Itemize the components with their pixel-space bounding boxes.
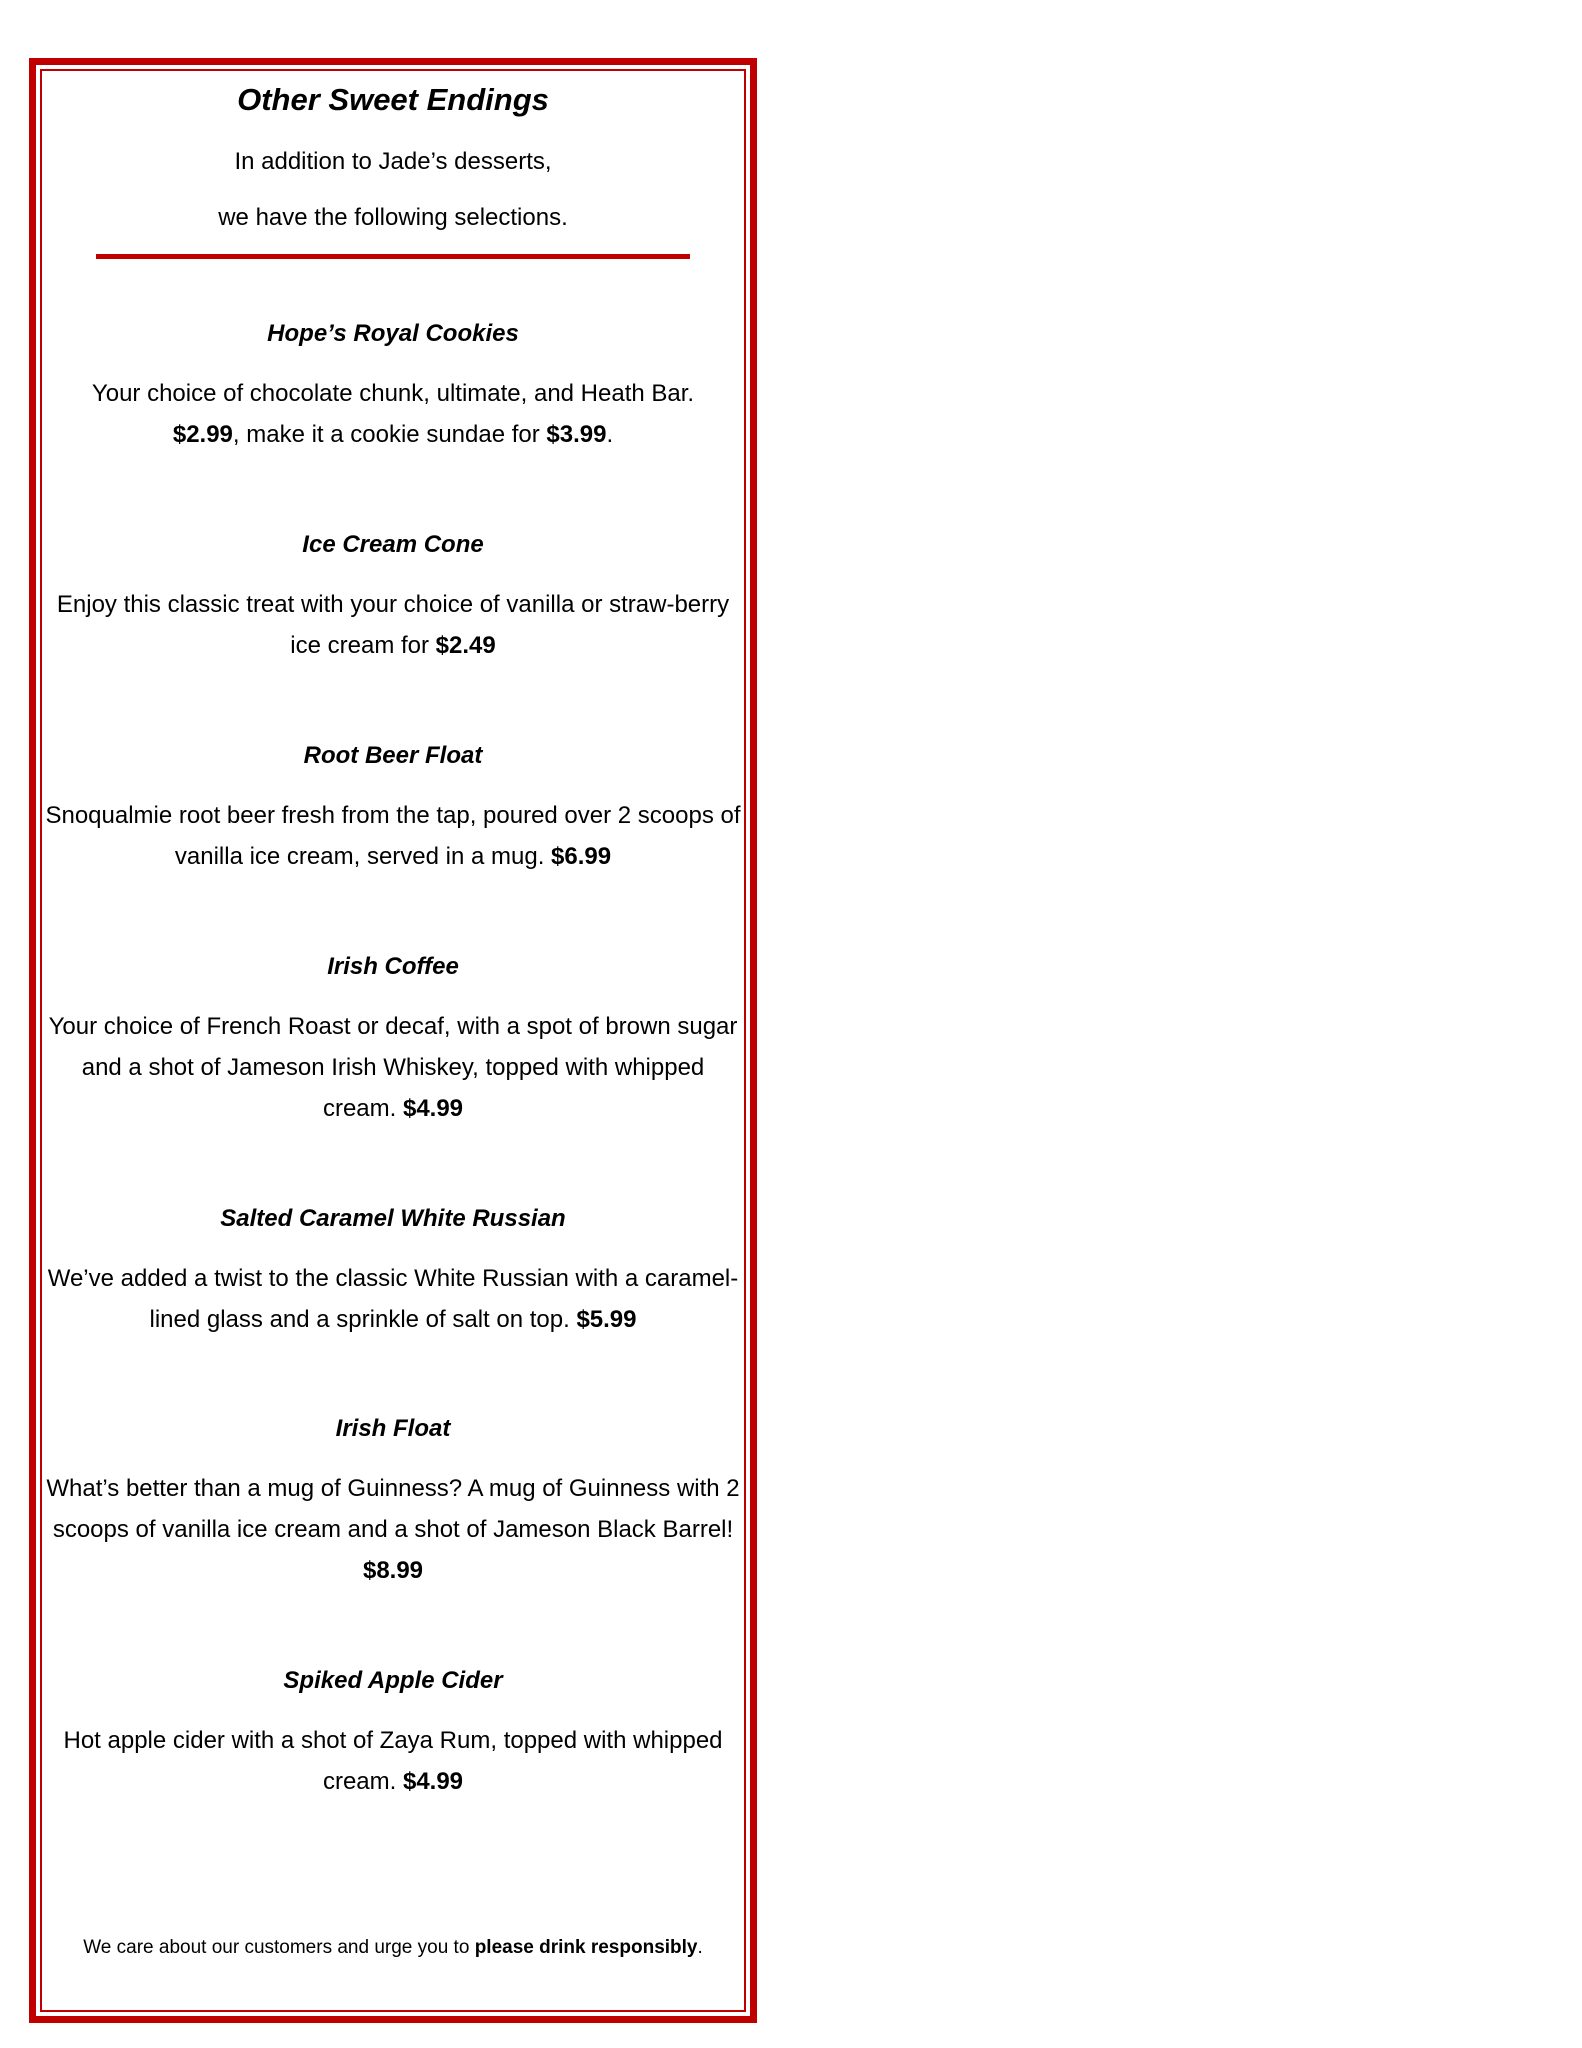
item-desc-text: Your choice of chocolate chunk, ultimate, and Heath Bar.	[91, 380, 695, 407]
item-price: $5.99	[576, 1306, 637, 1333]
item-price: $2.99	[172, 421, 233, 448]
menu-item-spiked-apple-cider	[43, 1664, 743, 1802]
item-description	[43, 1468, 743, 1591]
item-description	[43, 795, 743, 877]
footer-end: .	[697, 1937, 703, 1958]
item-name: Irish Coffee	[327, 953, 459, 980]
menu-item-ice-cream-cone	[43, 528, 743, 666]
menu-content	[29, 58, 757, 2023]
menu-title: Other Sweet Endings	[237, 82, 549, 117]
item-price: $6.99	[551, 843, 612, 870]
item-desc-text: , make it a cookie sundae for	[232, 421, 547, 448]
item-price: $2.49	[435, 632, 496, 659]
item-name: Hope’s Royal Cookies	[267, 320, 519, 347]
item-description	[43, 1006, 743, 1129]
footer-emphasis: please drink responsibly	[474, 1937, 698, 1958]
item-name: Spiked Apple Cider	[283, 1667, 503, 1694]
item-price: $4.99	[402, 1768, 464, 1795]
item-desc-text: What’s better than a mug of Guinness? A mug of Guinness with 2 scoops of vanilla ice cream and a shot of Jameson Black Barrel!	[46, 1475, 740, 1543]
menu-item-royal-cookies	[43, 317, 743, 455]
item-description	[43, 373, 743, 455]
intro-line-1: In addition to Jade’s desserts,	[234, 148, 552, 175]
item-desc-text: Snoqualmie root beer fresh from the tap, poured over 2 scoops of vanilla ice cream, served in a mug.	[45, 802, 741, 870]
item-name: Ice Cream Cone	[302, 531, 484, 558]
menu-item-irish-coffee	[43, 950, 743, 1129]
item-name: Salted Caramel White Russian	[220, 1205, 566, 1232]
intro-line-2: we have the following selections.	[218, 204, 568, 231]
menu-item-salted-caramel-white-russian	[43, 1202, 743, 1340]
footer-text: We care about our customers and urge you to	[83, 1937, 475, 1958]
item-desc-text: .	[606, 421, 614, 448]
menu-item-root-beer-float	[43, 739, 743, 877]
item-desc-text: We’ve added a twist to the classic White Russian with a caramel-lined glass and a sprinkle of salt on top.	[47, 1265, 739, 1333]
item-price: $4.99	[402, 1095, 464, 1122]
item-name: Irish Float	[335, 1415, 451, 1442]
item-description	[43, 1720, 743, 1802]
responsibility-notice	[29, 1935, 757, 1961]
item-description	[43, 1258, 743, 1340]
item-price: $8.99	[362, 1557, 424, 1584]
menu-item-irish-float	[43, 1412, 743, 1591]
item-desc-text: Hot apple cider with a shot of Zaya Rum, topped with whipped cream.	[63, 1727, 723, 1795]
item-desc-text: Your choice of French Roast or decaf, with a spot of brown sugar and a shot of Jameson Irish Whiskey, topped with whipped cream.	[48, 1013, 738, 1122]
item-description	[43, 584, 743, 666]
title-divider	[96, 254, 690, 259]
item-desc-text: Enjoy this classic treat with your choice of vanilla or straw-berry ice cream for	[56, 591, 730, 659]
item-name: Root Beer Float	[303, 742, 483, 769]
item-price-sundae: $3.99	[546, 421, 607, 448]
